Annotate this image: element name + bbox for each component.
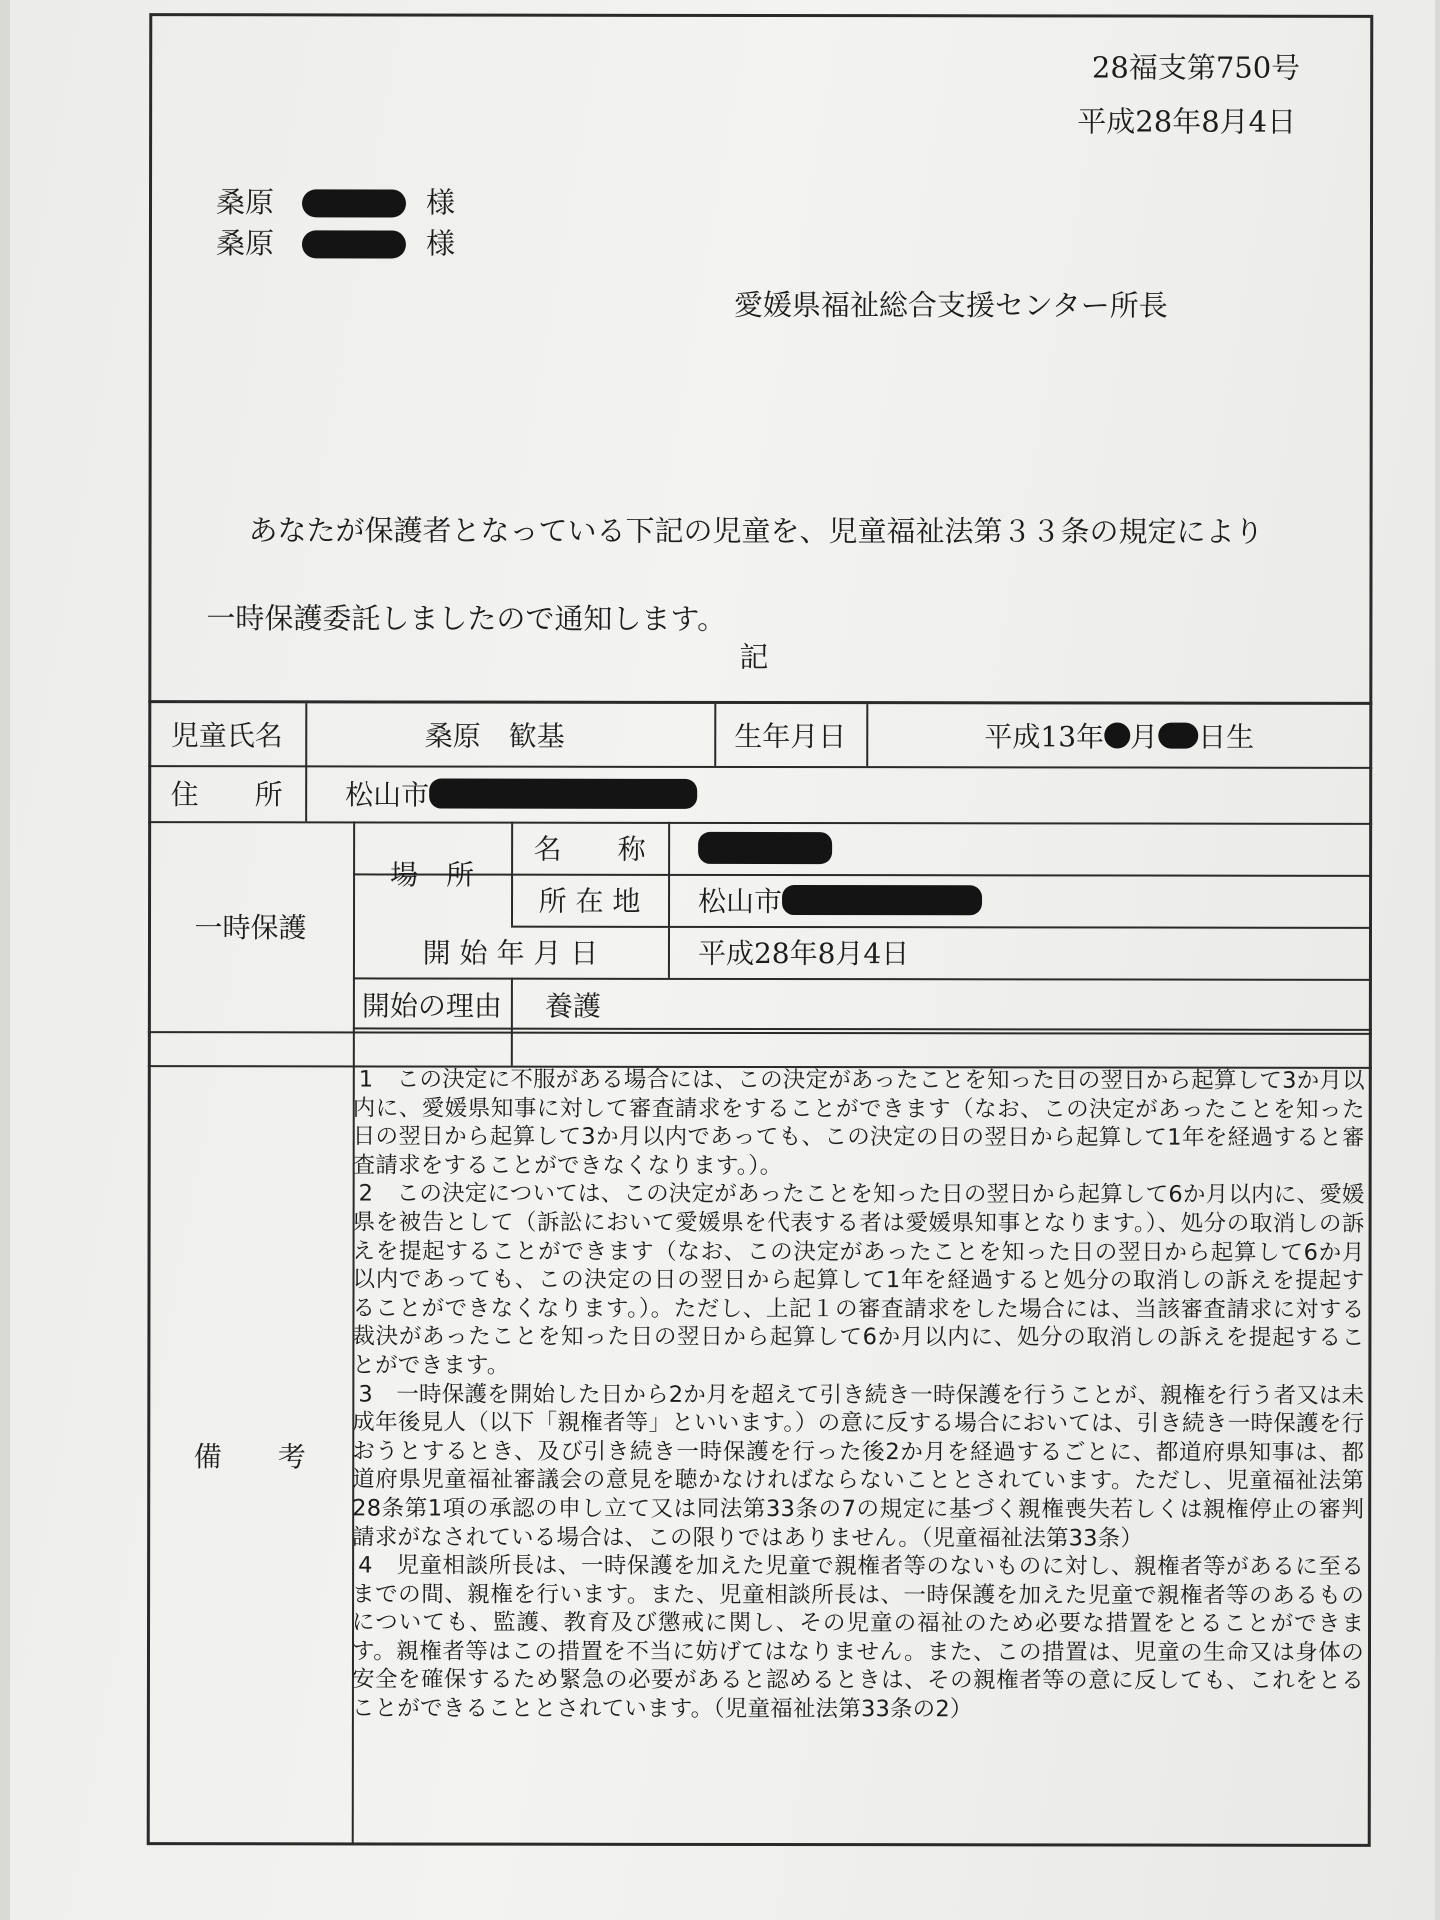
- facility-name: [668, 822, 1372, 875]
- remarks-notes: [352, 1065, 1365, 1724]
- child-name-label: 児童氏名: [170, 719, 283, 753]
- notice-body: [206, 486, 1346, 664]
- recipient-2: [216, 223, 455, 264]
- start-date: 平成28年8月4日: [697, 936, 910, 971]
- birth-date: [866, 704, 1372, 767]
- recipient-surname: 桑原: [215, 226, 274, 261]
- document-page: [10, 0, 1435, 1920]
- address-value: [305, 765, 1372, 822]
- document-date: 平成28年8月4日: [1077, 104, 1297, 139]
- address-city: 松山市: [345, 778, 430, 812]
- redaction-mark: [1158, 723, 1198, 749]
- location-value: [668, 874, 1372, 927]
- temp-protection-label: 一時保護: [194, 911, 307, 945]
- redaction-mark: [1104, 722, 1130, 748]
- remarks-label: 備 考: [193, 1440, 306, 1474]
- place-label: 場 所: [390, 858, 475, 892]
- notice-line-2: 一時保護委託しましたので通知します。: [206, 601, 727, 636]
- reason-label: 開始の理由: [361, 989, 502, 1023]
- note-item: 1 この決定に不服がある場合には、この決定があったことを知った日の翌日から起算して3か月以内に、愛媛県知事に対して審査請求をすることができます（なお、この決定があったことを知った日の翌日から起算して3か月以内であっても、この決定の日の翌日から起算して1年を経過すると審査請求をすることができなくなります。）。: [352, 1066, 1365, 1179]
- record-mark: 記: [739, 639, 769, 675]
- recipient-1: [216, 182, 455, 223]
- document-number: 28福支第750号: [1091, 50, 1301, 85]
- note-item: 2 この決定については、この決定があったことを知った日の翌日から起算して6か月以内に、愛媛県を被告として（訴訟において愛媛県を代表する者は愛媛県知事となります。）、処分の取消しの訴えを提起することができます（なお、この決定があったことを知った日の翌日から起算して6か月以内であっても、この決定の日の翌日から起算して1年を経過すると処分の取消しの訴えを提起することができなくなります。）。ただし、上記１の審査請求をした場合には、当該審査請求に対する裁決があったことを知った日の翌日から起算して6か月以内に、処分の取消しの訴えを提起することができます。: [352, 1180, 1365, 1379]
- location-city: 松山市: [698, 884, 783, 919]
- info-table: [147, 700, 1373, 1847]
- recipient-honorific: 様: [425, 226, 455, 261]
- redaction-mark: [302, 189, 406, 217]
- facility-name-label: 名 称: [533, 832, 646, 866]
- redaction-mark: [302, 230, 406, 258]
- note-item: 4 児童相談所長は、一時保護を加えた児童で親権者等のないものに対し、親権者等があるに至るまでの間、親権を行います。また、児童相談所長は、一時保護を加えた児童で親権者等のあるものについても、監護、教育及び懲戒に関し、その児童の福祉のため必要な措置をとることができます。親権者等はこの措置を不当に妨げてはなりません。また、この措置は、児童の生命又は身体の安全を確保するため緊急の必要があると認めるときは、その親権者等の意に反しても、これをとることができることとされています。（児童福祉法第33条の2）: [351, 1552, 1365, 1723]
- reason-value: 養護: [544, 989, 601, 1023]
- note-item: 3 一時保護を開始した日から2か月を超えて引き続き一時保護を行うことが、親権を行う者又は未成年後見人（以下「親権者等」といいます。）の意に反する場合においては、引き続き一時保護を行おうとするとき、及び引き続き一時保護を行った後2か月を経過するごとに、都道府県知事は、都道府県児童福祉審議会の意見を聴かなければならないこととされています。ただし、児童福祉法第28条第1項の承認の申し立て又は同法第33条の7の規定に基づく親権喪失若しくは親権停止の審判請求がなされている場合は、この限りではありません。（児童福祉法第33条）: [352, 1380, 1365, 1552]
- birth-suffix: 日生: [1198, 720, 1255, 754]
- birth-date-label: 生年月日: [734, 719, 847, 754]
- sender: 愛媛県福祉総合支援センター所長: [733, 287, 1168, 323]
- birth-month-unit: 月: [1130, 720, 1159, 754]
- child-name: 桑原 歓基: [424, 719, 565, 753]
- recipients: [216, 182, 455, 264]
- redaction-mark: [429, 779, 697, 809]
- redaction-mark: [698, 832, 832, 864]
- redaction-mark: [782, 885, 982, 915]
- location-label: 所 在 地: [538, 884, 641, 918]
- document-frame: [147, 13, 1374, 1847]
- notice-line-1: あなたが保護者となっている下記の児童を、児童福祉法第３３条の規定により: [248, 513, 1264, 549]
- recipient-honorific: 様: [425, 185, 456, 220]
- recipient-surname: 桑原: [215, 185, 275, 220]
- birth-year: 平成13年: [984, 720, 1105, 754]
- start-date-label: 開 始 年 月 日: [422, 936, 599, 970]
- address-label: 住 所: [170, 778, 283, 812]
